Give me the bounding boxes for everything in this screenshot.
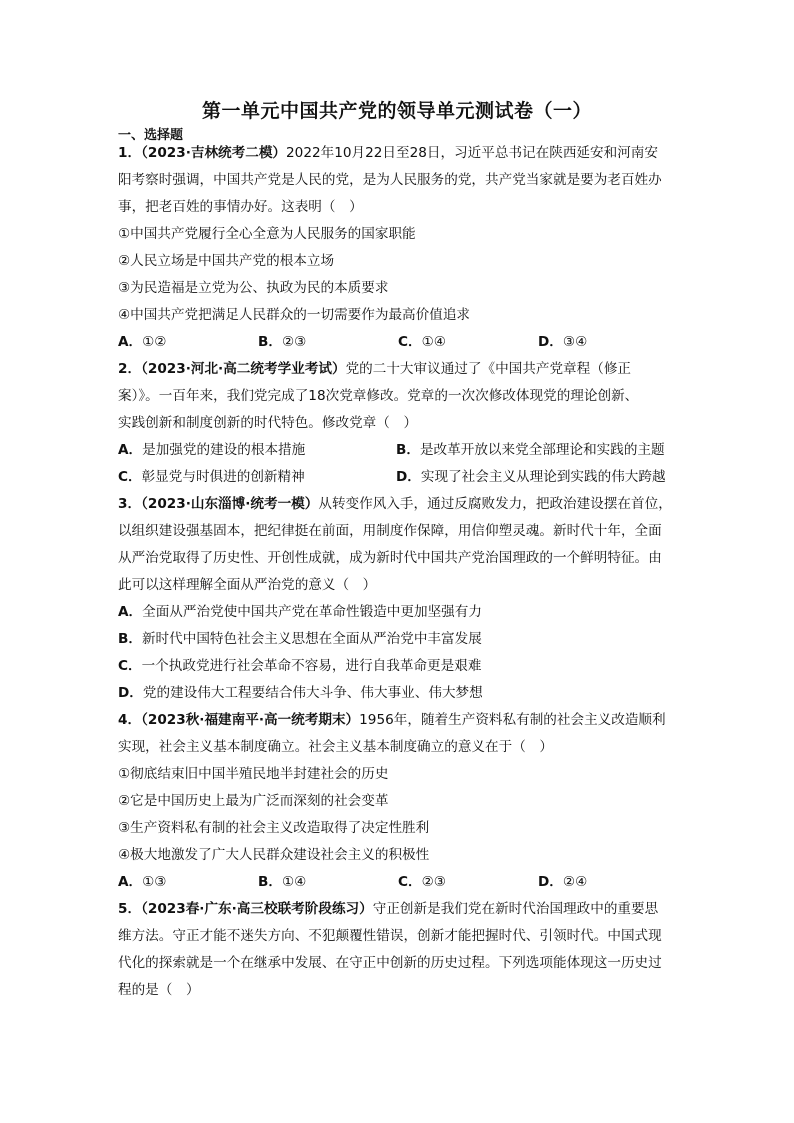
question-source: （2023秋·福建南平·高一统考期末） — [141, 712, 360, 728]
option-c[interactable]: C．②③ — [398, 874, 446, 890]
question-text: 以组织建设强基固本，把纪律挺在前面，用制度作保障，用信仰塑灵魂。新时代十年，全面 — [118, 523, 662, 539]
question-list — [118, 140, 678, 1004]
option-b[interactable]: B．新时代中国特色社会主义思想在全面从严治党中丰富发展 — [118, 631, 482, 647]
question-number: 3． — [118, 496, 142, 512]
question-4 — [118, 707, 678, 896]
section-heading: 一、选择题 — [118, 128, 184, 143]
option-a[interactable]: A．是加强党的建设的根本措施 — [118, 442, 306, 458]
option-d[interactable]: D．党的建设伟大工程要结合伟大斗争、伟大事业、伟大梦想 — [118, 685, 483, 701]
question-text: 案）》。一百年来，我们党完成了18次党章修改。党章的一次次修改体现党的理论创新、 — [118, 388, 639, 404]
question-text: 党的二十大审议通过了《中国共产党章程（修正 — [345, 361, 632, 377]
statement: ①彻底结束旧中国半殖民地半封建社会的历史 — [118, 766, 389, 782]
option-b[interactable]: B．①④ — [258, 874, 307, 890]
question-number: 2． — [118, 361, 142, 377]
option-a[interactable]: A．全面从严治党使中国共产党在革命性锻造中更加坚强有力 — [118, 604, 482, 620]
question-source: （2023·山东淄博·统考一模） — [141, 496, 319, 512]
question-source: （2023·吉林统考二模） — [141, 145, 287, 161]
question-text: 维方法。守正才能不迷失方向、不犯颠覆性错误，创新才能把握时代、引领时代。中国式现 — [118, 928, 662, 944]
question-number: 1． — [118, 145, 142, 161]
question-stem — [118, 896, 678, 923]
statement: ③生产资料私有制的社会主义改造取得了决定性胜利 — [118, 820, 430, 836]
option-d[interactable]: D．②④ — [538, 874, 588, 890]
question-text: 实现，社会主义基本制度确立。社会主义基本制度确立的意义在于（ ） — [118, 739, 553, 755]
question-text: 阳考察时强调，中国共产党是人民的党，是为人民服务的党，共产党当家就是要为老百姓办 — [118, 172, 662, 188]
question-text: 2022年10月22日至28日，习近平总书记在陕西延安和河南安 — [286, 145, 658, 161]
question-text: 1956年，随着生产资料私有制的社会主义改造顺利 — [359, 712, 666, 728]
question-source: （2023·河北·高二统考学业考试） — [141, 361, 346, 377]
question-stem — [118, 707, 678, 734]
option-d[interactable]: D．③④ — [538, 334, 588, 350]
answer-options — [118, 437, 678, 491]
question-text: 实践创新和制度创新的时代特色。修改党章（ ） — [118, 415, 418, 431]
question-text: 事，把老百姓的事情办好。这表明（ ） — [118, 199, 363, 215]
question-text: 从严治党取得了历史性、开创性成就，成为新时代中国共产党治国理政的一个鲜明特征。由 — [118, 550, 662, 566]
option-c[interactable]: C．①④ — [398, 334, 446, 350]
statement: ②它是中国历史上最为广泛而深刻的社会变革 — [118, 793, 389, 809]
question-text: 程的是（ ） — [118, 982, 200, 998]
option-a[interactable]: A．①③ — [118, 874, 167, 890]
answer-options — [118, 869, 678, 896]
question-2 — [118, 356, 678, 491]
question-source: （2023春·广东·高三校联考阶段练习） — [141, 901, 373, 917]
question-stem — [118, 356, 678, 383]
question-1 — [118, 140, 678, 356]
question-text: 从转变作风入手，通过反腐败发力，把政治建设摆在首位， — [318, 496, 672, 512]
option-a[interactable]: A．①② — [118, 334, 167, 350]
answer-options — [118, 329, 678, 356]
question-stem — [118, 491, 678, 518]
question-3 — [118, 491, 678, 707]
statement: ①中国共产党履行全心全意为人民服务的国家职能 — [118, 226, 416, 242]
question-text: 此可以这样理解全面从严治党的意义（ ） — [118, 577, 377, 593]
option-b[interactable]: B．②③ — [258, 334, 307, 350]
statement: ②人民立场是中国共产党的根本立场 — [118, 253, 335, 269]
statement: ④中国共产党把满足人民群众的一切需要作为最高价值追求 — [118, 307, 471, 323]
statement: ④极大地激发了广大人民群众建设社会主义的积极性 — [118, 847, 430, 863]
question-stem — [118, 140, 678, 167]
page-title: 第一单元中国共产党的领导单元测试卷（一） — [201, 100, 592, 122]
question-text: 代化的探索就是一个在继承中发展、在守正中创新的历史过程。下列选项能体现这一历史过 — [118, 955, 662, 971]
statement: ③为民造福是立党为公、执政为民的本质要求 — [118, 280, 389, 296]
question-number: 4． — [118, 712, 142, 728]
option-b[interactable]: B．是改革开放以来党全部理论和实践的主题 — [396, 442, 665, 458]
option-c[interactable]: C．彰显党与时俱进的创新精神 — [118, 469, 305, 485]
question-text: 守正创新是我们党在新时代治国理政中的重要思 — [372, 901, 659, 917]
question-5 — [118, 896, 678, 1004]
option-c[interactable]: C．一个执政党进行社会革命不容易，进行自我革命更是艰难 — [118, 658, 482, 674]
option-d[interactable]: D．实现了社会主义从理论到实践的伟大跨越 — [396, 469, 666, 485]
question-number: 5． — [118, 901, 142, 917]
